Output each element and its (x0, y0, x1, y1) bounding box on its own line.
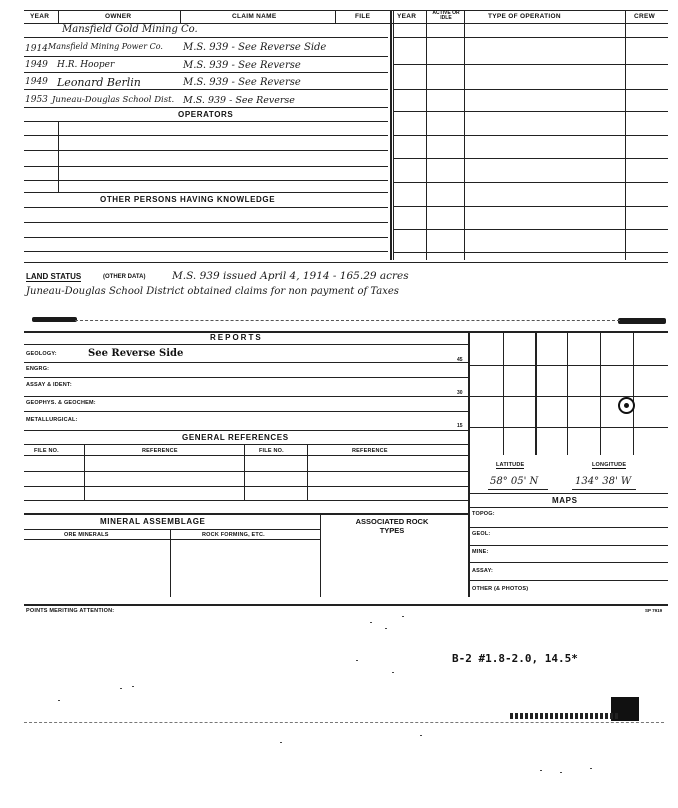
general-references-title: GENERAL REFERENCES (182, 433, 289, 442)
rule (393, 37, 668, 38)
rule (468, 580, 668, 581)
rule (180, 10, 181, 23)
rule (24, 377, 468, 378)
rule (393, 158, 668, 159)
maps-title: MAPS (552, 496, 578, 505)
rule (320, 513, 321, 597)
points-meriting-attention-label: POINTS MERITING ATTENTION: (26, 608, 115, 614)
rule (24, 604, 668, 606)
maps-row-mine: MINE: (472, 549, 489, 555)
rule (244, 444, 245, 500)
scan-smudge (32, 317, 77, 322)
rule (24, 444, 468, 445)
rule (468, 507, 668, 508)
scan-smudge (510, 713, 620, 719)
rule (24, 471, 468, 472)
owner-row-3-claim: M.S. 939 - See Reverse (183, 77, 301, 88)
header-owner: OWNER (105, 13, 132, 20)
owner-row-4-claim: M.S. 939 - See Reverse (183, 95, 295, 106)
owner-row-4-year: 1953 (25, 95, 48, 105)
maps-row-topog: TOPOG: (472, 511, 495, 517)
rule (24, 107, 388, 108)
land-status-label: LAND STATUS (26, 272, 82, 281)
rule (335, 10, 336, 23)
header-crew: CREW (634, 13, 656, 20)
rule (393, 111, 668, 112)
rule (24, 262, 668, 263)
rule (468, 365, 668, 366)
rule (468, 493, 668, 494)
latitude-label: LATITUDE (496, 462, 525, 468)
maps-row-other: OTHER (& PHOTOS) (472, 586, 529, 592)
header-year: YEAR (30, 13, 50, 20)
report-label-engrg: ENGRG: (26, 366, 50, 372)
report-label-geology: GEOLOGY: (26, 351, 57, 357)
rule (24, 251, 388, 252)
owner-row-4-owner: Juneau-Douglas School Dist. (52, 95, 175, 105)
rule (24, 529, 320, 530)
rule (307, 444, 308, 500)
header-claim-name: CLAIM NAME (232, 13, 277, 20)
report-num-assay: 30 (457, 390, 463, 396)
scan-smudge (618, 318, 666, 324)
rule (24, 500, 468, 501)
rule (24, 539, 320, 540)
gen-ref-header-file-2: FILE NO. (259, 448, 284, 454)
rule (468, 331, 470, 597)
rule (24, 135, 388, 136)
owner-row-2-owner: H.R. Hooper (57, 60, 115, 70)
maps-row-geol: GEOL: (472, 531, 491, 537)
report-label-geophys: GEOPHYS. & GEOCHEM: (26, 400, 96, 406)
maps-row-assay: ASSAY: (472, 568, 494, 574)
rule (24, 180, 388, 181)
report-num-metallurgical: 15 (457, 423, 463, 429)
rule (535, 331, 537, 455)
rule (24, 222, 388, 223)
rule (24, 121, 388, 122)
rule (393, 229, 668, 230)
file-stamp: B-2 #1.8-2.0, 14.5* (452, 652, 578, 665)
report-value-geology: See Reverse Side (88, 348, 184, 359)
rule (24, 396, 468, 397)
owner-row-3-year: 1949 (25, 77, 48, 87)
rule (24, 207, 388, 208)
rule (24, 513, 468, 515)
rule (24, 344, 468, 345)
rule (84, 444, 85, 500)
rule (468, 527, 668, 528)
rule (393, 64, 668, 65)
rule (170, 529, 171, 597)
rule (393, 206, 668, 207)
operators-label: OPERATORS (178, 110, 234, 119)
location-marker-icon (618, 397, 635, 414)
report-label-assay: ASSAY & IDENT: (26, 382, 72, 388)
rule (24, 192, 388, 193)
rule (488, 489, 548, 490)
rule (390, 10, 392, 260)
latitude-value: 58° 05' N (490, 476, 539, 487)
report-label-metallurgical: METALLURGICAL: (26, 417, 78, 423)
rule (24, 411, 468, 412)
rule (24, 486, 468, 487)
longitude-value: 134° 38' W (575, 476, 632, 487)
rule (468, 545, 668, 546)
header-year-2: YEAR (397, 13, 417, 20)
rule (24, 722, 664, 723)
gen-ref-header-ref-2: REFERENCE (352, 448, 388, 454)
longitude-label: LONGITUDE (592, 462, 627, 468)
header-file: FILE (355, 13, 371, 20)
rule (468, 562, 668, 563)
gen-ref-header-file-1: FILE NO. (34, 448, 59, 454)
rule (393, 252, 668, 253)
rule (24, 37, 388, 38)
rule (24, 166, 388, 167)
owner-row-0-owner: Mansfield Gold Mining Co. (62, 24, 198, 35)
rule (24, 89, 388, 90)
owner-row-2-claim: M.S. 939 - See Reverse (183, 60, 301, 71)
rule (24, 10, 668, 11)
ore-minerals-label: ORE MINERALS (64, 532, 109, 538)
reports-title: REPORTS (210, 333, 263, 342)
rule (58, 121, 59, 192)
rule (24, 455, 468, 456)
rule (393, 135, 668, 136)
rule (633, 331, 634, 455)
form-number: SP 7919 (645, 608, 663, 613)
owner-row-3-owner: Leonard Berlin (57, 76, 141, 89)
associated-rock-types-label: ASSOCIATED ROCK TYPES (355, 517, 429, 535)
rule (600, 331, 601, 455)
rule (24, 237, 388, 238)
land-status-line-2: Juneau-Douglas School District obtained claims for non payment of Taxes (26, 286, 399, 297)
rule (468, 396, 668, 397)
header-active-or-idle: ACTIVE OR IDLE (432, 10, 460, 21)
rule (24, 331, 668, 333)
rule (572, 489, 636, 490)
owner-row-2-year: 1949 (25, 60, 48, 70)
rule (567, 331, 568, 455)
mineral-assemblage-title: MINERAL ASSEMBLAGE (100, 517, 206, 526)
other-persons-label: OTHER PERSONS HAVING KNOWLEDGE (100, 195, 276, 204)
rule (393, 182, 668, 183)
report-num-geology: 45 (457, 357, 463, 363)
rule (24, 150, 388, 151)
gen-ref-header-ref-1: REFERENCE (142, 448, 178, 454)
owner-row-1-owner: Mansfield Mining Power Co. (48, 42, 163, 51)
rule (393, 89, 668, 90)
owner-row-1-year: 1914 (25, 44, 48, 54)
rule (503, 331, 504, 455)
rule (24, 430, 468, 431)
rule (24, 56, 388, 57)
rule (24, 362, 468, 363)
rule (24, 72, 388, 73)
land-status-sublabel: (OTHER DATA) (103, 274, 146, 280)
rule (58, 10, 59, 23)
header-type-of-operation: TYPE OF OPERATION (488, 13, 561, 20)
rule (75, 320, 620, 321)
land-status-line-1: M.S. 939 issued April 4, 1914 - 165.29 acres (172, 270, 409, 282)
rule (468, 427, 668, 428)
owner-row-1-claim: M.S. 939 - See Reverse Side (183, 42, 327, 53)
rock-forming-label: ROCK FORMING, ETC. (202, 532, 265, 538)
